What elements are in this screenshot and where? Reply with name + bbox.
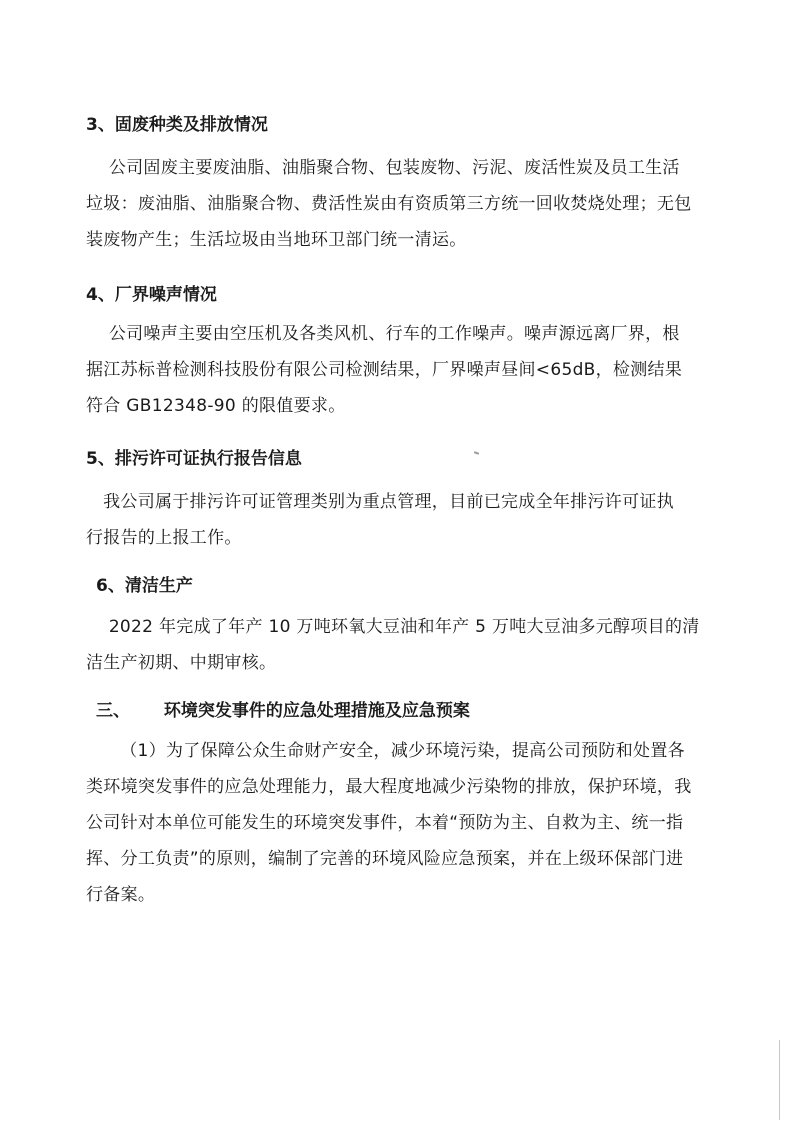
scan-speck — [474, 451, 479, 455]
section-paragraph-3 — [86, 150, 692, 258]
section-number: 三、 — [96, 701, 130, 721]
paragraph-line: 符合 GB12348-90 的限值要求。 — [86, 396, 346, 416]
paragraph-line: 我公司属于排污许可证管理类别为重点管理，目前已完成全年排污许可证执 — [86, 492, 675, 512]
paragraph-line: 据江苏标普检测科技股份有限公司检测结果，厂界噪声昼间<65dB，检测结果 — [86, 360, 683, 380]
paragraph-line: 公司噪声主要由空压机及各类风机、行车的工作噪声。噪声源远离厂界，根 — [86, 324, 680, 344]
section-paragraph-5 — [86, 484, 675, 556]
section-heading-5: 5、排污许可证执行报告信息 — [86, 449, 302, 469]
paragraph-line: 行报告的上报工作。 — [86, 528, 242, 548]
section-heading-emergency — [96, 700, 470, 722]
paragraph-line: 挥、分工负责”的原则，编制了完善的环境风险应急预案，并在上级环保部门进 — [86, 849, 684, 869]
paragraph-line: 洁生产初期、中期审核。 — [86, 653, 277, 673]
section-heading-4: 4、厂界噪声情况 — [86, 285, 217, 305]
paragraph-line: 公司固废主要废油脂、油脂聚合物、包装废物、污泥、废活性炭及员工生活 — [86, 158, 680, 178]
section-paragraph-4 — [86, 316, 683, 424]
paragraph-line: 装废物产生；生活垃圾由当地环卫部门统一清运。 — [86, 230, 467, 250]
paragraph-line: 垃圾：废油脂、油脂聚合物、费活性炭由有资质第三方统一回收焚烧处理；无包 — [86, 194, 692, 214]
paragraph-line: 类环境突发事件的应急处理能力，最大程度地减少污染物的排放，保护环境，我 — [86, 777, 692, 797]
section-paragraph-6 — [86, 609, 700, 681]
section-paragraph-emergency — [86, 733, 692, 913]
paragraph-line: 公司针对本单位可能发生的环境突发事件，本着“预防为主、自救为主、统一指 — [86, 813, 684, 833]
section-title: 环境突发事件的应急处理措施及应急预案 — [163, 701, 470, 721]
paragraph-line: 行备案。 — [86, 885, 156, 905]
paragraph-line: 2022 年完成了年产 10 万吨环氧大豆油和年产 5 万吨大豆油多元醇项目的清 — [86, 617, 700, 637]
section-heading-6: 6、清洁生产 — [96, 576, 193, 596]
section-heading-3: 3、固废种类及排放情况 — [86, 115, 268, 135]
scan-edge-line — [779, 1040, 780, 1120]
paragraph-line: （1）为了保障公众生命财产安全，减少环境污染，提高公司预防和处置各 — [86, 741, 685, 761]
